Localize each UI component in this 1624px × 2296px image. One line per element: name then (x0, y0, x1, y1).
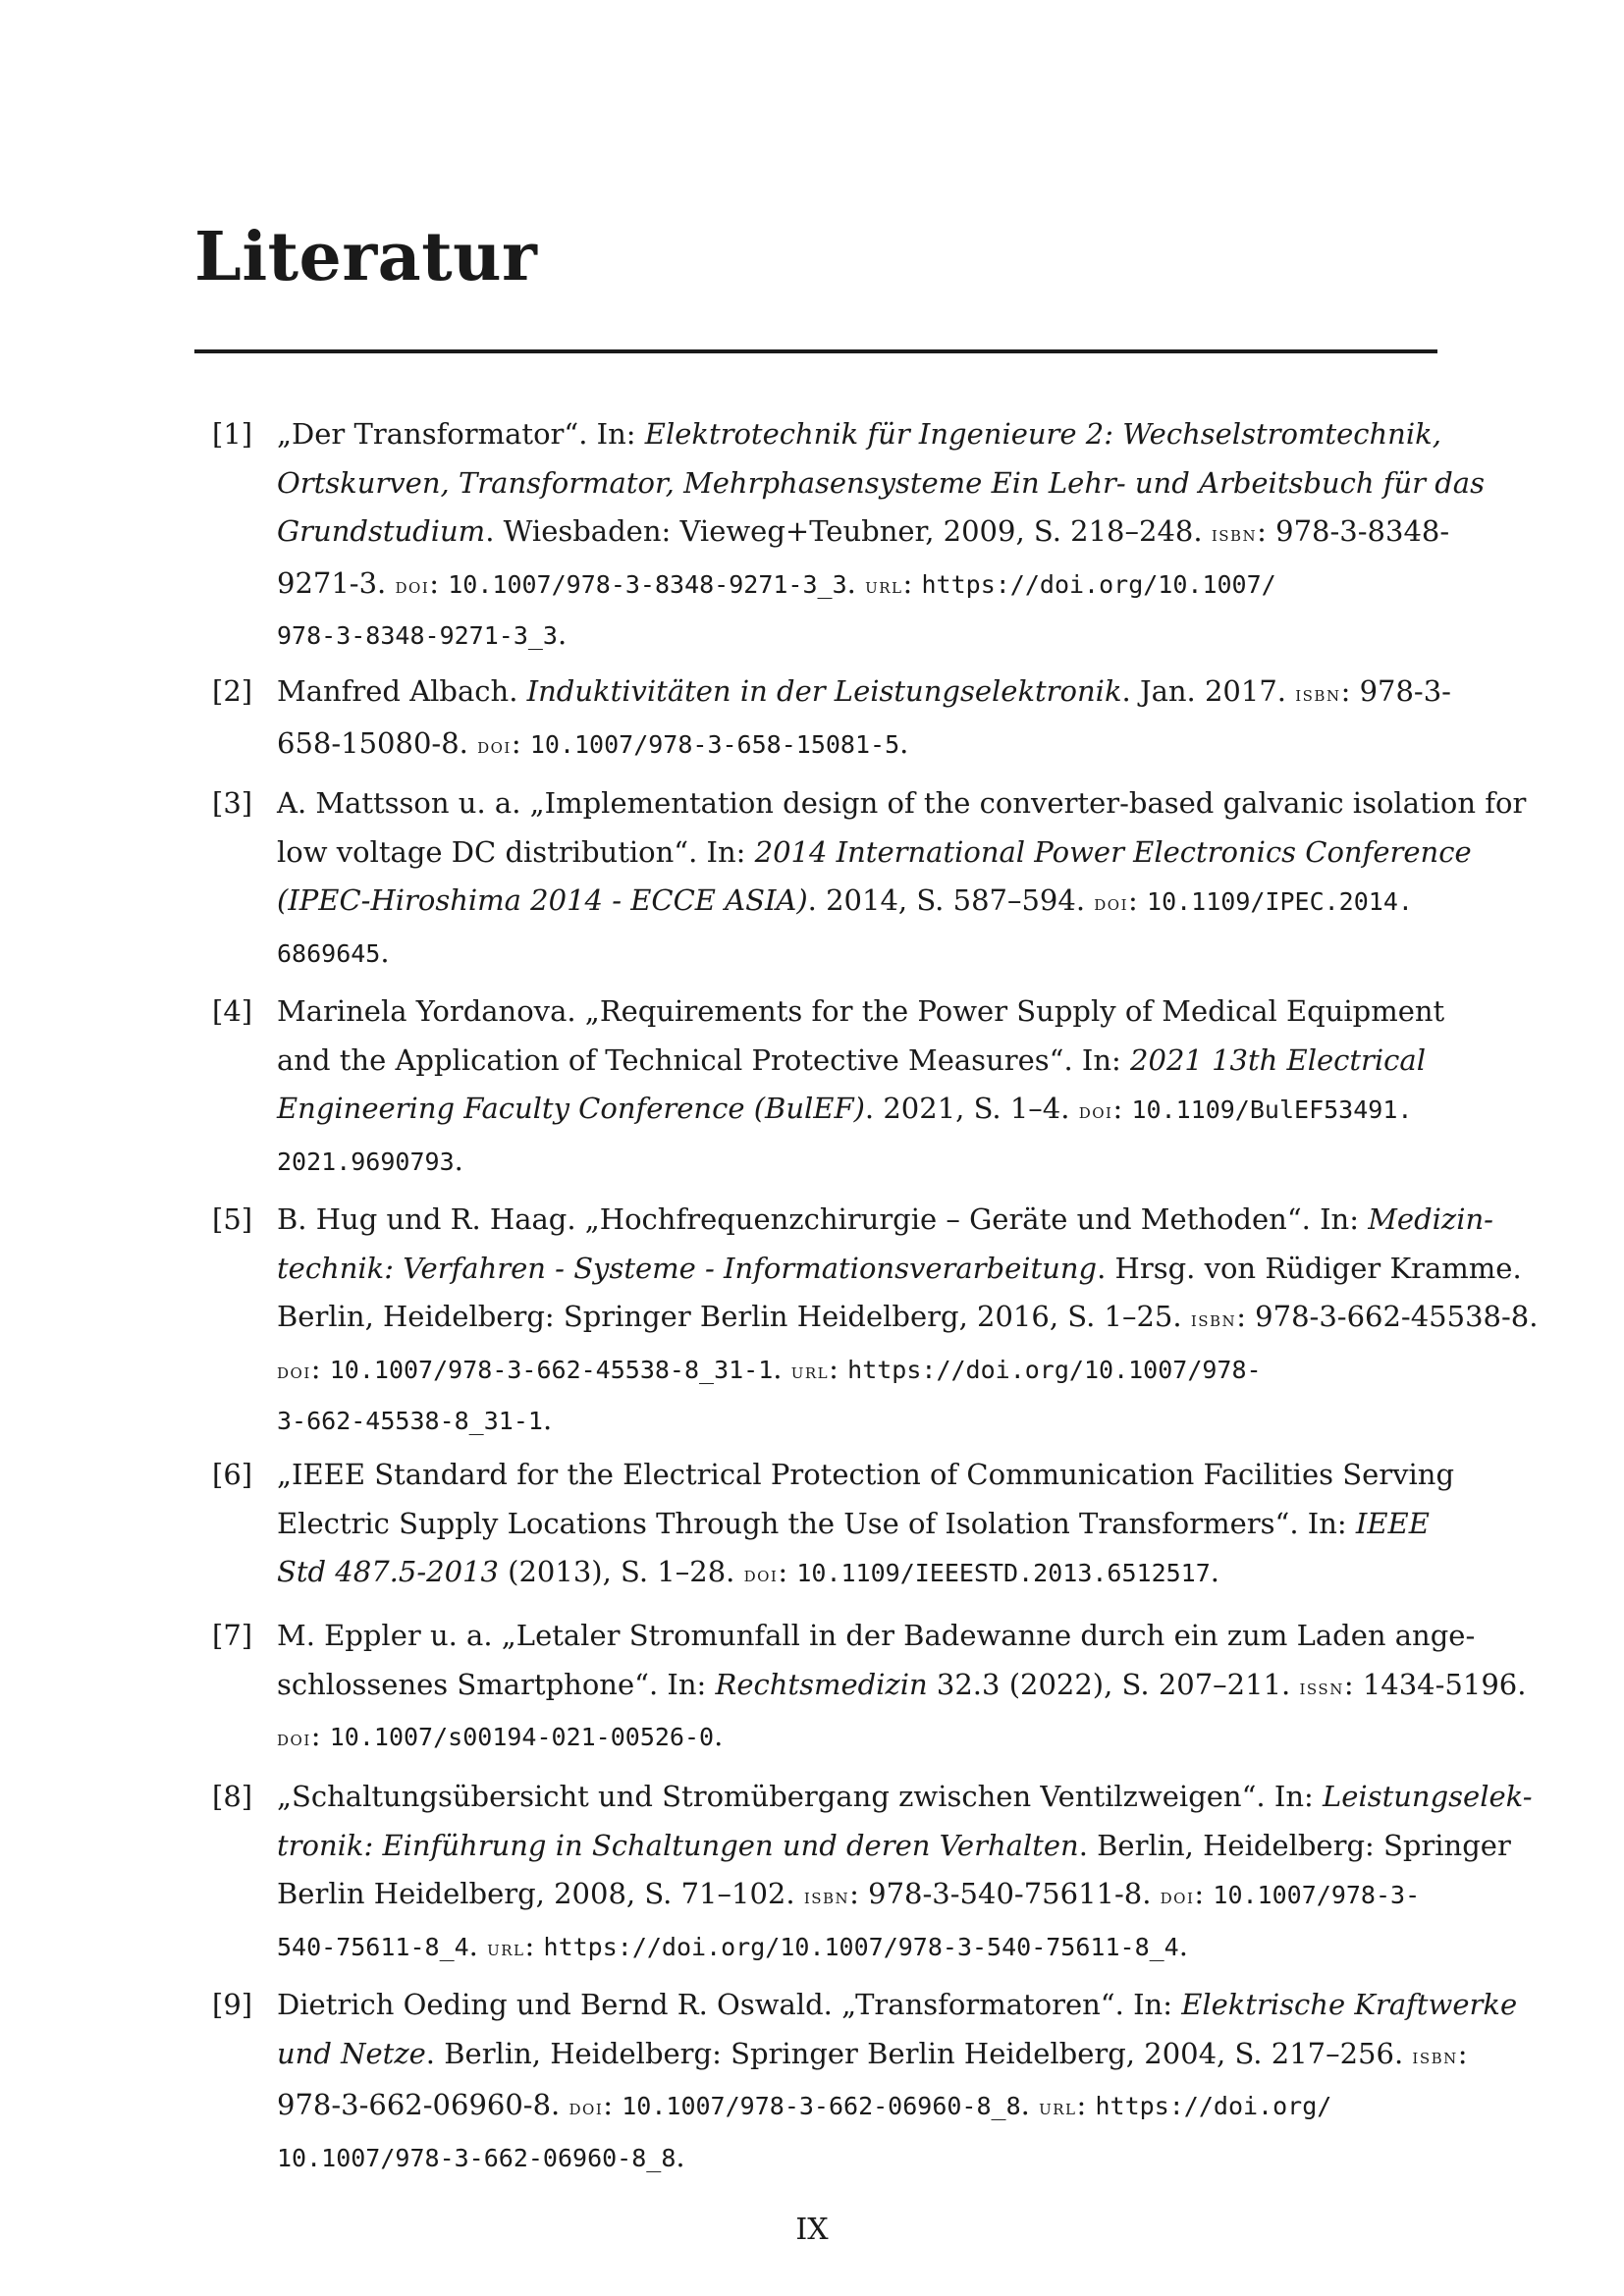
doi-link[interactable]: 10.1007/s00194-021-00526-0 (329, 1723, 715, 1751)
doi-link[interactable]: 2021.9690793 (277, 1147, 455, 1176)
bib-number: [4] (212, 994, 253, 1028)
url-link[interactable]: https://doi.org/10.1007/978-3-540-75611-8_4 (543, 1932, 1179, 1961)
bib-entry-7: [7] M. Eppler u. a. „Letaler Stromunfall in der Badewanne durch ein zum Laden ange- schlossenes Smartphone“. In: Rechtsmedizin 32.3 (2022), S. 207–211. issn: 1434-5196. doi: 10.1007/s00194-021-00526-0. (277, 1612, 1440, 1764)
bib-number: [2] (212, 674, 253, 708)
bib-entry-1: [1] „Der Transformator“. In: Elektrotechnik für Ingenieure 2: Wechselstromtechnik, Ortskurven, Transformator, Mehrphasensysteme Ein Lehr- und Arbeitsbuch für das Grundstudium. Wiesbaden: Vieweg+Teubner, 2009, S. 218–248. isbn: 978-3-8348- 9271-3. doi: 10.1007/978-3-8348-9271-3_3. url: https://doi.org/10.1007/ 978-3-8348-9271-3_3. (277, 410, 1440, 661)
doi-link[interactable]: 10.1007/978-3-662-06960-8_8 (622, 2092, 1021, 2120)
bib-number: [5] (212, 1202, 253, 1236)
bib-entry-8: [8] „Schaltungsübersicht und Stromübergang zwischen Ventilzweigen“. In: Leistungselek- tronik: Einführung in Schaltungen und deren Verhalten. Berlin, Heidelberg: Springer Berlin Heidelberg, 2008, S. 71–102. isbn: 978-3-540-75611-8. doi: 10.1007/978-3- 540-75611-8_4. url: https://doi.org/10.1007/978-3-540-75611-8_4. (277, 1773, 1440, 1973)
bib-number: [1] (212, 417, 253, 451)
url-link[interactable]: https://doi.org/10.1007/ (921, 569, 1276, 599)
doi-link[interactable]: 10.1007/978-3-662-45538-8_31-1 (329, 1355, 774, 1384)
bib-entry-4: [4] Marinela Yordanova. „Requirements for the Power Supply of Medical Equipment and the Application of Technical Protective Measures“. In: 2021 13th Electrical Engineering Faculty Conference (BulEF). 2021, S. 1–4. doi: 10.1109/BulEF53491. 2021.9690793. (277, 988, 1440, 1186)
doi-link[interactable]: 10.1007/978-3- (1213, 1881, 1421, 1909)
url-link[interactable]: 10.1007/978-3-662-06960-8_8 (277, 2143, 677, 2172)
bib-entry-3: [3] A. Mattsson u. a. „Implementation design of the converter-based galvanic isolation for low voltage DC distribution“. In: 2014 International Power Electronics Conference (IPEC-Hiroshima 2014 - ECCE ASIA). 2014, S. 587–594. doi: 10.1109/IPEC.2014. 6869645. (277, 779, 1440, 978)
doi-link[interactable]: 10.1109/BulEF53491. (1131, 1095, 1413, 1124)
page-number: IX (795, 2213, 829, 2247)
page-title: Literatur (194, 218, 538, 296)
doi-link[interactable]: 10.1109/IEEESTD.2013.6512517 (796, 1559, 1211, 1587)
doi-link[interactable]: 10.1007/978-3-658-15081-5 (529, 729, 900, 759)
bib-number: [9] (212, 1988, 253, 2021)
doi-link[interactable]: 10.1109/IPEC.2014. (1147, 887, 1413, 916)
url-link[interactable]: https://doi.org/ (1095, 2092, 1332, 2120)
bib-entry-6: [6] „IEEE Standard for the Electrical Protection of Communication Facilities Serving Electric Supply Locations Through the Use of Isolation Transformers“. In: IEEE Std 487.5-2013 (2013), S. 1–28. doi: 10.1109/IEEESTD.2013.6512517. (277, 1451, 1440, 1600)
bib-number: [3] (212, 786, 253, 820)
url-link[interactable]: https://doi.org/10.1007/978- (847, 1355, 1262, 1384)
bib-entry-9: [9] Dietrich Oeding und Bernd R. Oswald. „Transformatoren“. In: Elektrische Kraftwerke und Netze. Berlin, Heidelberg: Springer Berlin Heidelberg, 2004, S. 217–256. isbn: 978-3-662-06960-8. doi: 10.1007/978-3-662-06960-8_8. url: https://doi.org/ 10.1007/978-3-662-06960-8_8. (277, 1981, 1440, 2182)
url-link[interactable]: 978-3-8348-9271-3_3 (277, 621, 558, 650)
bib-number: [7] (212, 1619, 253, 1652)
bib-number: [8] (212, 1780, 253, 1813)
bib-entry-5: [5] B. Hug und R. Haag. „Hochfrequenzchirurgie – Geräte und Methoden“. In: Medizin- technik: Verfahren - Systeme - Informationsverarbeitung. Hrsg. von Rüdiger Kramme. Berlin, Heidelberg: Springer Berlin Heidelberg, 2016, S. 1–25. isbn: 978-3-662-45538-8. doi: 10.1007/978-3-662-45538-8_31-1. url: https://doi.org/10.1007/978- 3-662-45538-8_31-1. (277, 1196, 1440, 1446)
bib-entry-2: [2] Manfred Albach. Induktivitäten in der Leistungselektronik. Jan. 2017. isbn: 978-3- 658-15080-8. doi: 10.1007/978-3-658-15081-5. (277, 667, 1440, 771)
doi-link[interactable]: 10.1007/978-3-8348-9271-3_3 (448, 569, 847, 599)
doi-link[interactable]: 6869645 (277, 938, 381, 968)
doi-link[interactable]: 540-75611-8_4 (277, 1932, 469, 1961)
bib-number: [6] (212, 1458, 253, 1491)
url-link[interactable]: 3-662-45538-8_31-1 (277, 1407, 543, 1435)
